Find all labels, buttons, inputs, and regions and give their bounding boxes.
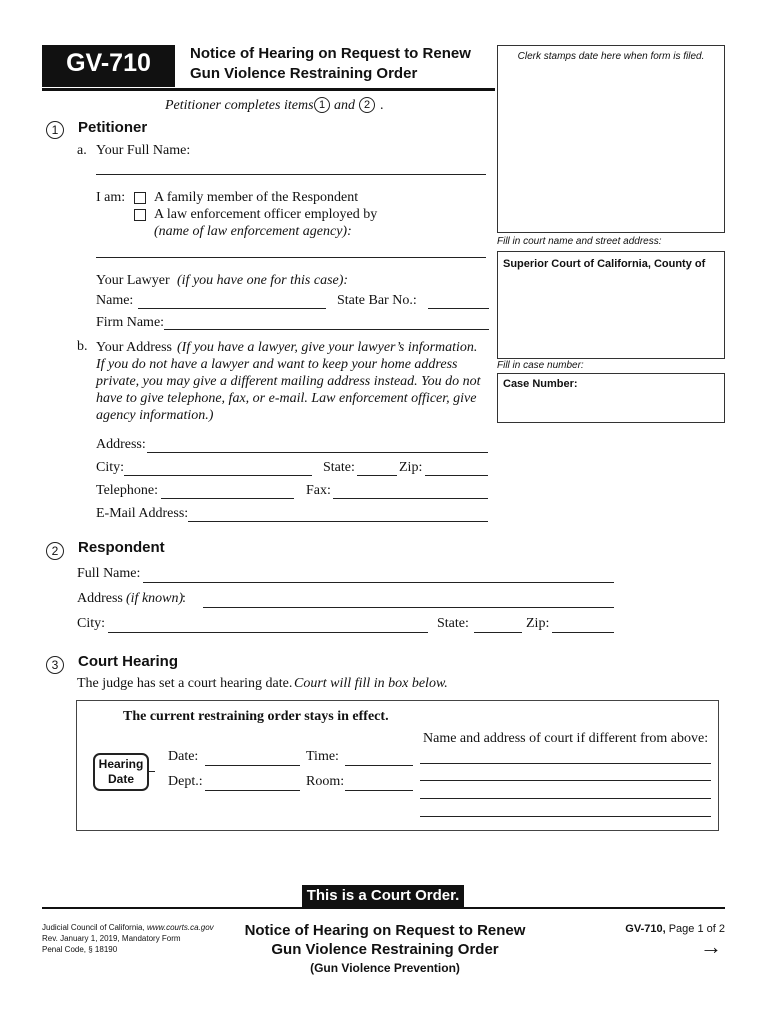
hearing-date-label: Date:: [168, 749, 199, 764]
lawyer-name-label: Name:: [96, 293, 134, 308]
petitioner-zip-label: Zip:: [399, 460, 423, 475]
firm-name-label: Firm Name:: [96, 315, 165, 330]
order-stays-heading: The current restraining order stays in effect.: [123, 709, 389, 724]
intro-period: .: [380, 98, 384, 113]
hearing-room-field[interactable]: [345, 790, 413, 791]
respondent-full-name-field[interactable]: [143, 582, 614, 583]
respondent-address-label: Address: [77, 591, 123, 606]
other-court-line-4[interactable]: [420, 816, 711, 817]
hearing-time-label: Time:: [306, 749, 339, 764]
respondent-state-label: State:: [437, 616, 469, 631]
respondent-city-label: City:: [77, 616, 106, 631]
hearing-room-label: Room:: [306, 774, 345, 789]
hearing-tag-line2: Date: [107, 772, 134, 786]
lawyer-name-field[interactable]: [138, 308, 326, 309]
respondent-zip-field[interactable]: [552, 632, 614, 633]
petitioner-fax-field[interactable]: [333, 498, 488, 499]
form-id: GV-710: [66, 49, 151, 77]
agency-name-note: (name of law enforcement agency):: [154, 224, 352, 239]
petitioner-address-field[interactable]: [147, 452, 488, 453]
header-rule: [42, 88, 495, 91]
respondent-address-note: (if known): [126, 591, 184, 606]
state-bar-label: State Bar No.:: [337, 293, 417, 308]
petitioner-full-name-label: Your Full Name:: [96, 143, 191, 158]
law-enforcement-label: A law enforcement officer employed by: [154, 207, 378, 222]
footer-rev: Rev. January 1, 2019, Mandatory Form: [42, 934, 181, 943]
law-enforcement-checkbox[interactable]: [134, 209, 146, 221]
other-court-label: Name and address of court if different from above:: [423, 731, 709, 746]
petitioner-telephone-field[interactable]: [161, 498, 294, 499]
other-court-line-1[interactable]: [420, 763, 711, 764]
petitioner-fax-label: Fax:: [306, 483, 331, 498]
form-title-line2: Gun Violence Restraining Order: [190, 65, 418, 82]
petitioner-address-label: Address:: [96, 437, 146, 452]
clerk-stamp-box: [497, 45, 725, 233]
court-name-hint: Fill in court name and street address:: [497, 236, 662, 247]
hearing-tag-line1: Hearing: [98, 757, 144, 771]
state-bar-field[interactable]: [428, 308, 489, 309]
address-note-1: (If you have a lawyer, give your lawyer’s information.: [177, 340, 478, 355]
intro-and: and: [334, 98, 355, 113]
case-number-hint: Fill in case number:: [497, 360, 584, 371]
respondent-full-name-label: Full Name:: [77, 566, 141, 581]
hearing-time-field[interactable]: [345, 765, 413, 766]
section3-intro-italic: Court will fill in box below.: [294, 676, 448, 691]
petitioner-state-field[interactable]: [357, 475, 397, 476]
footer-council-url[interactable]: www.courts.ca.gov: [146, 923, 214, 932]
hearing-date-field[interactable]: [205, 765, 300, 766]
section2-title: Respondent: [78, 539, 165, 556]
section2-number: 2: [46, 542, 64, 560]
footer-title-line1: Notice of Hearing on Request to Renew: [244, 922, 526, 939]
petitioner-full-name-field[interactable]: [96, 174, 486, 175]
petitioner-zip-field[interactable]: [425, 475, 488, 476]
footer-form-id: GV-710,: [625, 923, 666, 935]
footer-council: [42, 923, 214, 932]
respondent-state-field[interactable]: [474, 632, 522, 633]
case-number-label: Case Number:: [503, 378, 578, 390]
petitioner-email-label: E-Mail Address:: [96, 506, 189, 521]
petitioner-city-field[interactable]: [124, 475, 312, 476]
your-lawyer-label: Your Lawyer: [96, 273, 170, 288]
petitioner-city-label: City:: [96, 460, 125, 475]
section1-number: 1: [46, 121, 64, 139]
respondent-address-colon: :: [182, 591, 186, 606]
footer-rule: [42, 907, 725, 909]
petitioner-email-field[interactable]: [188, 521, 488, 522]
hearing-tag-pointer: [149, 771, 155, 772]
your-lawyer-note: (if you have one for this case):: [177, 273, 349, 288]
court-order-banner: This is a Court Order.: [302, 885, 464, 907]
footer-code: Penal Code, § 18190: [42, 945, 118, 954]
section3-title: Court Hearing: [78, 653, 179, 670]
section3-number: 3: [46, 656, 64, 674]
section1-a-marker: a.: [77, 143, 87, 158]
family-member-label: A family member of the Respondent: [154, 190, 359, 205]
section3-intro-plain: The judge has set a court hearing date.: [77, 676, 293, 691]
respondent-city-field[interactable]: [108, 632, 428, 633]
address-note-4: have to give telephone, fax, or e-mail. Law enforcement officer, give: [96, 391, 477, 406]
intro-item2-marker: 2: [359, 97, 375, 113]
clerk-stamp-note: Clerk stamps date here when form is filed.: [517, 51, 705, 62]
hearing-dept-field[interactable]: [205, 790, 300, 791]
petitioner-telephone-label: Telephone:: [96, 483, 158, 498]
address-note-5: agency information.): [96, 408, 214, 423]
court-name-value: Superior Court of California, County of: [503, 258, 706, 270]
address-note-3: private, you may give a different mailing address instead. You do not: [96, 374, 481, 389]
footer-council-text: Judicial Council of California,: [42, 923, 145, 932]
footer-subtitle: (Gun Violence Prevention): [310, 961, 460, 975]
your-address-heading: Your Address: [96, 340, 172, 355]
respondent-zip-label: Zip:: [526, 616, 550, 631]
family-member-checkbox[interactable]: [134, 192, 146, 204]
other-court-line-2[interactable]: [420, 780, 711, 781]
section1-title: Petitioner: [78, 119, 148, 136]
agency-name-field[interactable]: [96, 257, 486, 258]
respondent-address-field[interactable]: [203, 607, 614, 608]
firm-name-field[interactable]: [164, 329, 489, 330]
i-am-label: I am:: [96, 190, 126, 205]
next-page-arrow-icon[interactable]: →: [700, 934, 722, 959]
hearing-dept-label: Dept.:: [168, 774, 203, 789]
section1-b-marker: b.: [77, 339, 88, 354]
petitioner-state-label: State:: [323, 460, 355, 475]
footer-page-number: Page 1 of 2: [668, 923, 725, 935]
address-note-2: If you do not have a lawyer and want to keep your home address: [96, 357, 458, 372]
intro-item1-marker: 1: [314, 97, 330, 113]
other-court-line-3[interactable]: [420, 798, 711, 799]
footer-title-line2: Gun Violence Restraining Order: [271, 941, 499, 958]
form-title-line1: Notice of Hearing on Request to Renew: [190, 45, 471, 62]
intro-text: Petitioner completes items: [165, 98, 314, 113]
